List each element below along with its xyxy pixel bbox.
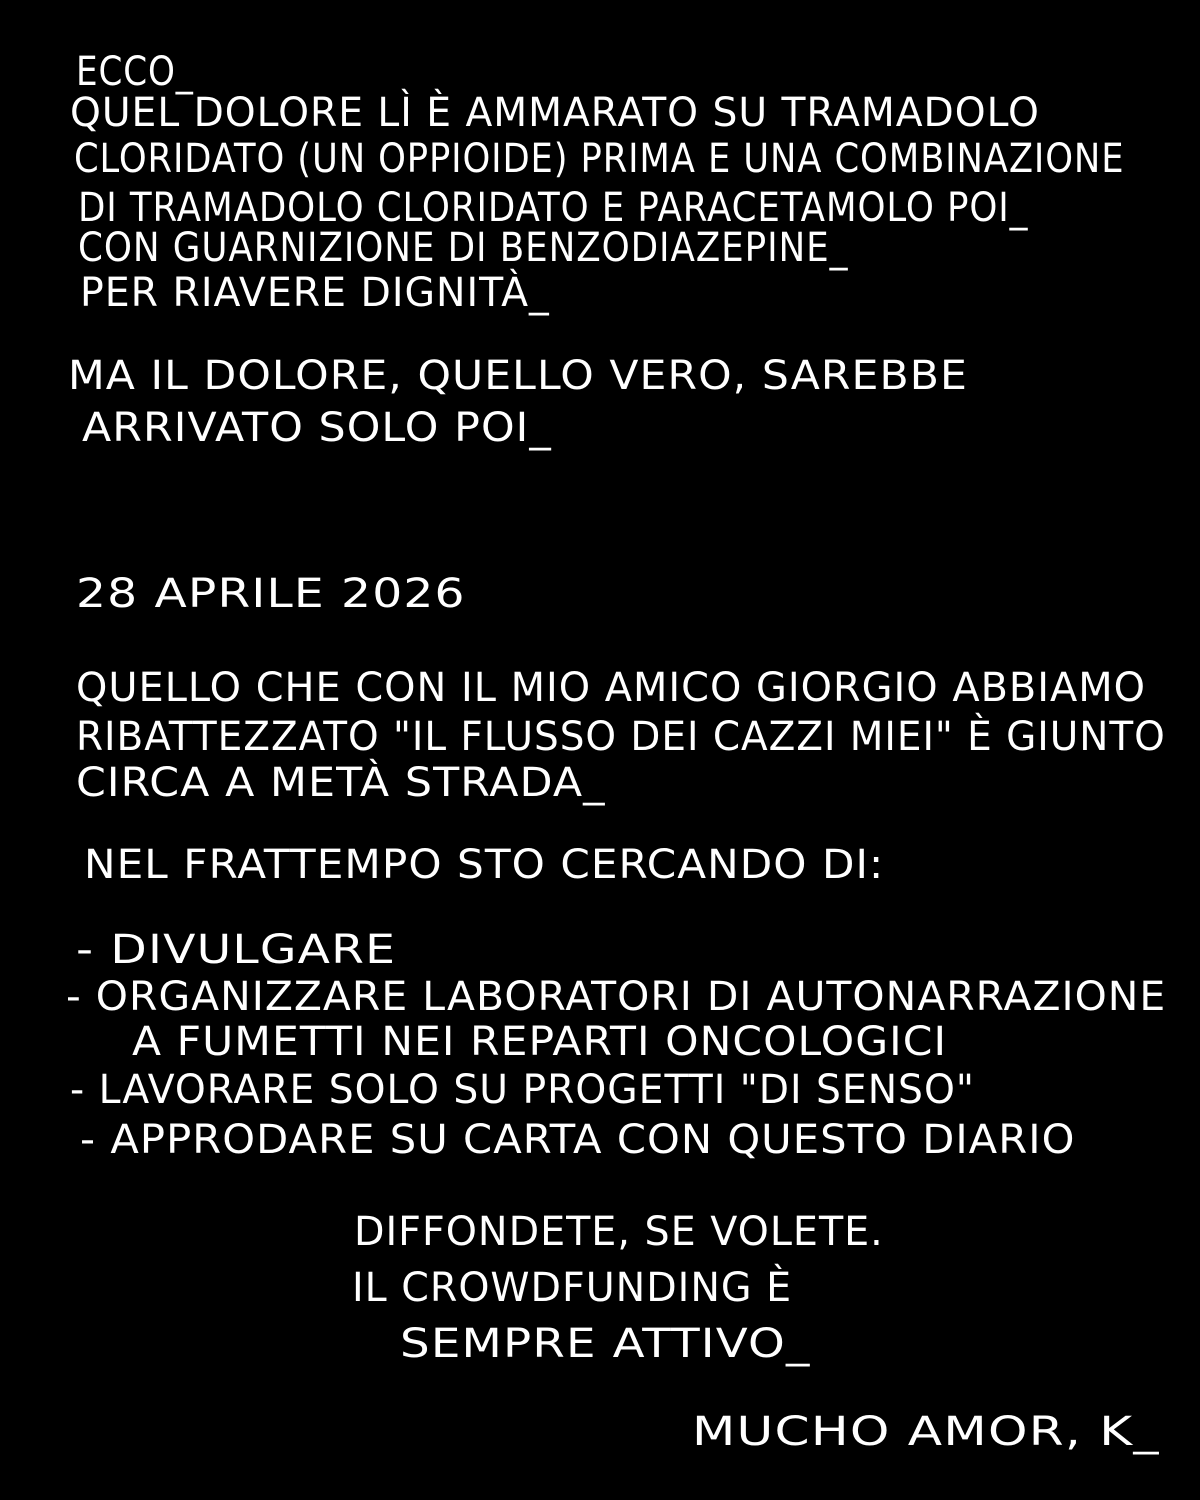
todo-item: - APPRODARE SU CARTA CON QUESTO DIARIO	[80, 1117, 1076, 1163]
intro-line: QUEL DOLORE LÌ È AMMARATO SU TRAMADOLO	[70, 90, 1040, 136]
pain-line: ARRIVATO SOLO POI_	[82, 405, 552, 451]
intro-line: CON GUARNIZIONE DI BENZODIAZEPINE_	[78, 225, 849, 271]
todo-item: - ORGANIZZARE LABORATORI DI AUTONARRAZIONE	[66, 974, 1167, 1020]
todo-item: - LAVORARE SOLO SU PROGETTI "DI SENSO"	[70, 1067, 975, 1113]
intro-line: PER RIAVERE DIGNITÀ_	[80, 270, 550, 316]
share-line: SEMPRE ATTIVO_	[400, 1321, 811, 1367]
todo-item-continuation: A FUMETTI NEI REPARTI ONCOLOGICI	[132, 1019, 948, 1065]
todo-item: - DIVULGARE	[76, 927, 397, 973]
entry-date: 28 APRILE 2026	[76, 571, 466, 617]
flow-line: QUELLO CHE CON IL MIO AMICO GIORGIO ABBIAMO	[76, 665, 1147, 711]
intro-line: ECCO_	[76, 49, 194, 95]
flow-line: CIRCA A METÀ STRADA_	[76, 760, 606, 806]
intro-line: CLORIDATO (UN OPPIOIDE) PRIMA E UNA COMBINAZIONE	[74, 136, 1125, 182]
intro-line: DI TRAMADOLO CLORIDATO E PARACETAMOLO POI_	[78, 185, 1029, 231]
share-line: IL CROWDFUNDING È	[352, 1265, 793, 1311]
flow-line: RIBATTEZZATO "IL FLUSSO DEI CAZZI MIEI" È GIUNTO	[76, 714, 1166, 760]
pain-line: MA IL DOLORE, QUELLO VERO, SAREBBE	[68, 353, 968, 399]
share-line: DIFFONDETE, SE VOLETE.	[354, 1209, 884, 1255]
meanwhile-heading: NEL FRATTEMPO STO CERCANDO DI:	[84, 842, 885, 888]
signature: MUCHO AMOR, K_	[692, 1409, 1160, 1455]
